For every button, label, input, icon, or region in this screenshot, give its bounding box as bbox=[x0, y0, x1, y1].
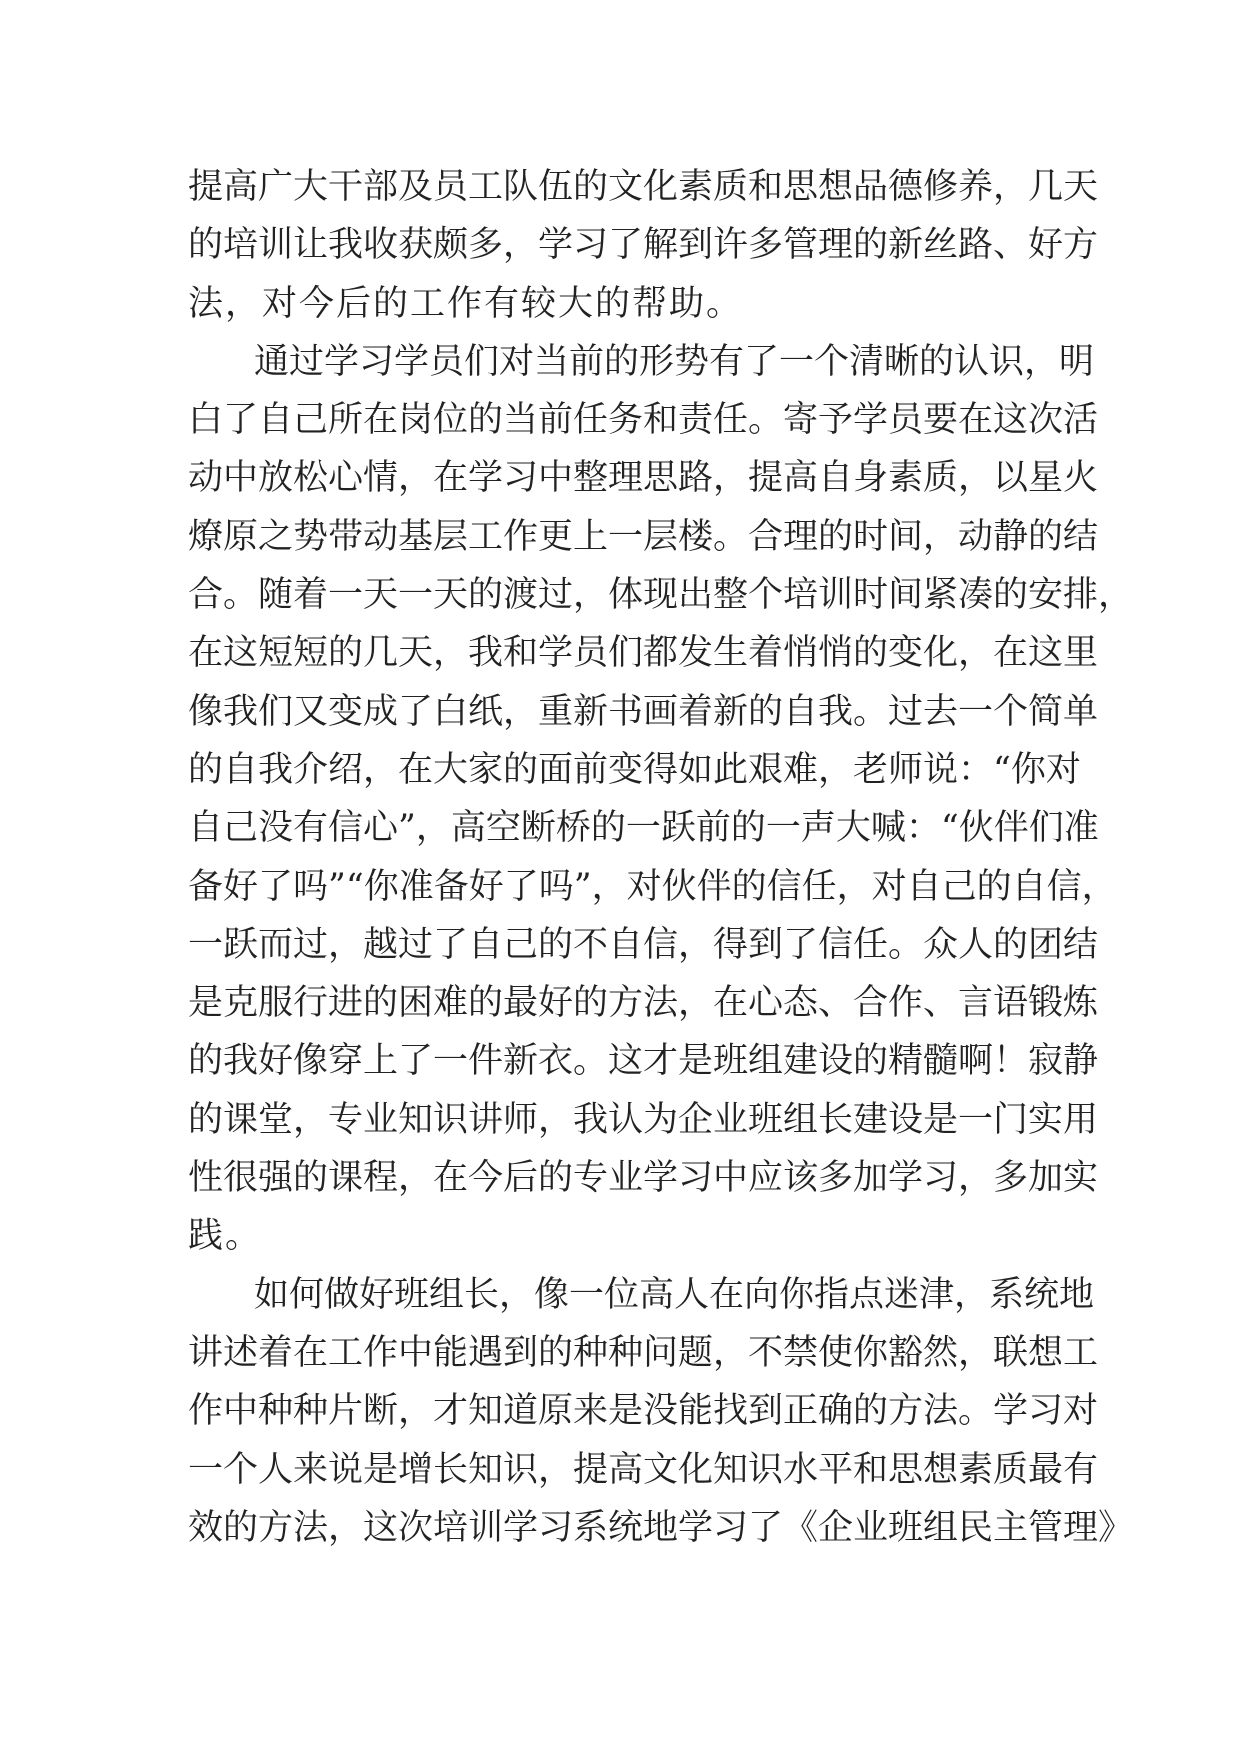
text-line: 自己没有信心”，高空断桥的一跃前的一声大喊：“伙伴们准 bbox=[188, 808, 1099, 849]
text-line: 性很强的课程，在今后的专业学习中应该多加学习，多加实 bbox=[188, 1158, 1099, 1199]
text-line: 备好了吗”“你准备好了吗”，对伙伴的信任，对自己的自信， bbox=[188, 866, 1117, 907]
text-line: 动中放松心情，在学习中整理思路，提高自身素质，以星火 bbox=[188, 458, 1099, 499]
text-line: 在这短短的几天，我和学员们都发生着悄悄的变化，在这里 bbox=[188, 633, 1099, 674]
text-line: 是克服行进的困难的最好的方法，在心态、合作、言语锻炼 bbox=[188, 983, 1099, 1024]
paragraph-start-line: 如何做好班组长，像一位高人在向你指点迷津，系统地 bbox=[254, 1274, 1095, 1315]
document-body bbox=[188, 158, 1134, 1557]
paragraph-start-line: 通过学习学员们对当前的形势有了一个清晰的认识，明 bbox=[254, 341, 1095, 382]
text-line: 法，对今后的工作有较大的帮助。 bbox=[188, 283, 744, 324]
text-line: 合。随着一天一天的渡过，体现出整个培训时间紧凑的安排， bbox=[188, 575, 1134, 616]
text-line: 践。 bbox=[188, 1216, 263, 1257]
text-line: 一跃而过，越过了自己的不自信，得到了信任。众人的团结 bbox=[188, 924, 1099, 965]
text-line: 燎原之势带动基层工作更上一层楼。合理的时间，动静的结 bbox=[188, 516, 1099, 557]
text-line: 讲述着在工作中能遇到的种种问题，不禁使你豁然，联想工 bbox=[188, 1332, 1099, 1373]
text-line: 效的方法，这次培训学习系统地学习了《企业班组民主管理》 bbox=[188, 1507, 1134, 1548]
text-line: 像我们又变成了白纸，重新书画着新的自我。过去一个简单 bbox=[188, 691, 1099, 732]
text-line: 的自我介绍，在大家的面前变得如此艰难，老师说：“你对 bbox=[188, 749, 1081, 790]
text-line: 的我好像穿上了一件新衣。这才是班组建设的精髓啊！寂静 bbox=[188, 1041, 1099, 1082]
text-line: 提高广大干部及员工队伍的文化素质和思想品德修养，几天 bbox=[188, 167, 1099, 207]
text-line: 作中种种片断，才知道原来是没能找到正确的方法。学习对 bbox=[188, 1391, 1099, 1432]
text-line: 的培训让我收获颇多，学习了解到许多管理的新丝路、好方 bbox=[188, 225, 1099, 266]
text-line: 的课堂，专业知识讲师，我认为企业班组长建设是一门实用 bbox=[188, 1099, 1099, 1140]
text-line: 一个人来说是增长知识，提高文化知识水平和思想素质最有 bbox=[188, 1449, 1099, 1490]
text-line: 白了自己所在岗位的当前任务和责任。寄予学员要在这次活 bbox=[188, 400, 1099, 441]
